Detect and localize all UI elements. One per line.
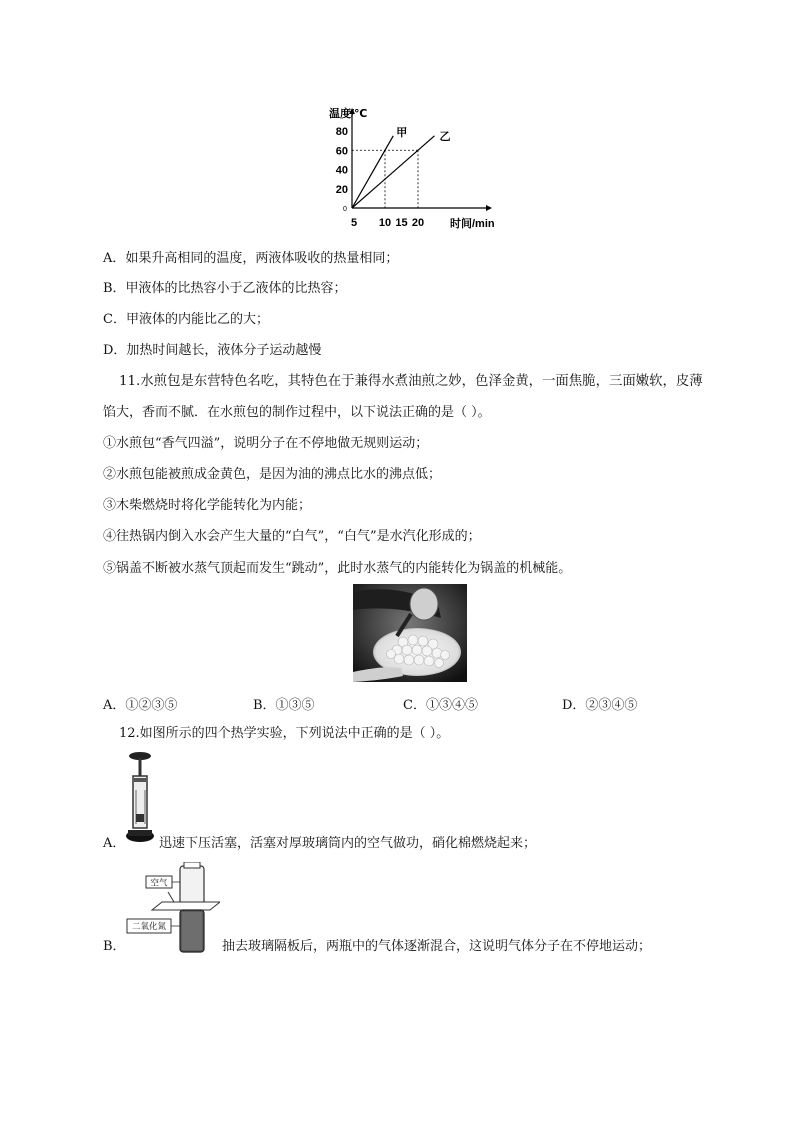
q12-option-b-text: 抽去玻璃隔板后，两瓶中的气体逐渐混合，这说明气体分子在不停地运动； [222,939,652,954]
q11-option-d: D．②③④⑤ [562,698,638,713]
q12-option-b-letter: B． [103,939,126,954]
y-tick-label: 80 [335,126,348,138]
temperature-time-chart [325,100,505,235]
q11-option-b: B．①③⑤ [253,698,315,713]
no2-label: 二氧化氮 [131,921,167,931]
q11-stem-line1: 11.水煎包是东营特色名吃，其特色在于兼得水煮油煎之妙，色泽金黄，一面焦脆，三面嫩软，皮薄 [119,374,703,389]
q10-option-d: D．加热时间越长，液体分子运动越慢 [103,343,322,358]
q12-option-a-letter: A． [103,836,126,851]
x-tick-label: 10 [378,217,392,229]
x-tick-label: 15 [395,217,408,229]
series-line-2 [352,136,435,208]
q12-stem: 12.如图所示的四个热学实验，下列说法中正确的是（ ）。 [119,726,450,741]
q11-statement-5: ⑤锅盖不断被水蒸气顶起而发生“跳动”，此时水蒸气的内能转化为锅盖的机械能。 [103,561,572,576]
q11-statement-4: ④往热锅内倒入水会产生大量的“白气”，“白气”是水汽化形成的； [103,529,481,544]
series-label-1: 甲 [396,126,408,139]
series-label-2: 乙 [439,130,451,143]
q11-stem-line2: 馅大，香而不腻．在水煎包的制作过程中，以下说法正确的是（ ）。 [103,405,491,420]
y-tick-label: 60 [335,145,348,158]
q11-statement-2: ②水煎包能被煎成金黄色，是因为油的沸点比水的沸点低； [103,467,442,482]
q11-statement-1: ①水煎包“香气四溢”，说明分子在不停地做无规则运动； [103,436,429,451]
q11-statement-3: ③木柴燃烧时将化学能转化为内能； [103,498,312,513]
y-tick-label: 40 [335,164,348,177]
y-tick-label: 20 [335,183,348,196]
x-axis-arrow [486,205,492,211]
water-fried-bun-photo [353,584,467,682]
q11-option-a: A．①②③⑤ [103,698,178,713]
y-axis-title: 温度/℃ [329,108,368,120]
x-tick-label: 5 [350,217,358,229]
x-tick-label: 20 [411,217,425,229]
q11-option-c: C．①③④⑤ [403,698,478,713]
fire-syringe-apparatus [120,750,160,845]
series-line-1 [352,136,393,208]
q12-option-a-text: 迅速下压活塞，活塞对厚玻璃筒内的空气做功，硝化棉燃烧起来； [159,836,537,851]
x-axis-title: 时间/min [450,218,495,230]
origin-label: 0 [343,206,347,213]
air-label: 空气 [150,877,168,888]
q10-option-b: B．甲液体的比热容小于乙液体的比热容； [103,281,347,296]
gas-diffusion-bottles [122,862,220,954]
q10-option-a: A．如果升高相同的温度，两液体吸收的热量相同； [103,251,399,266]
q10-option-c: C．甲液体的内能比乙的大； [103,312,269,327]
